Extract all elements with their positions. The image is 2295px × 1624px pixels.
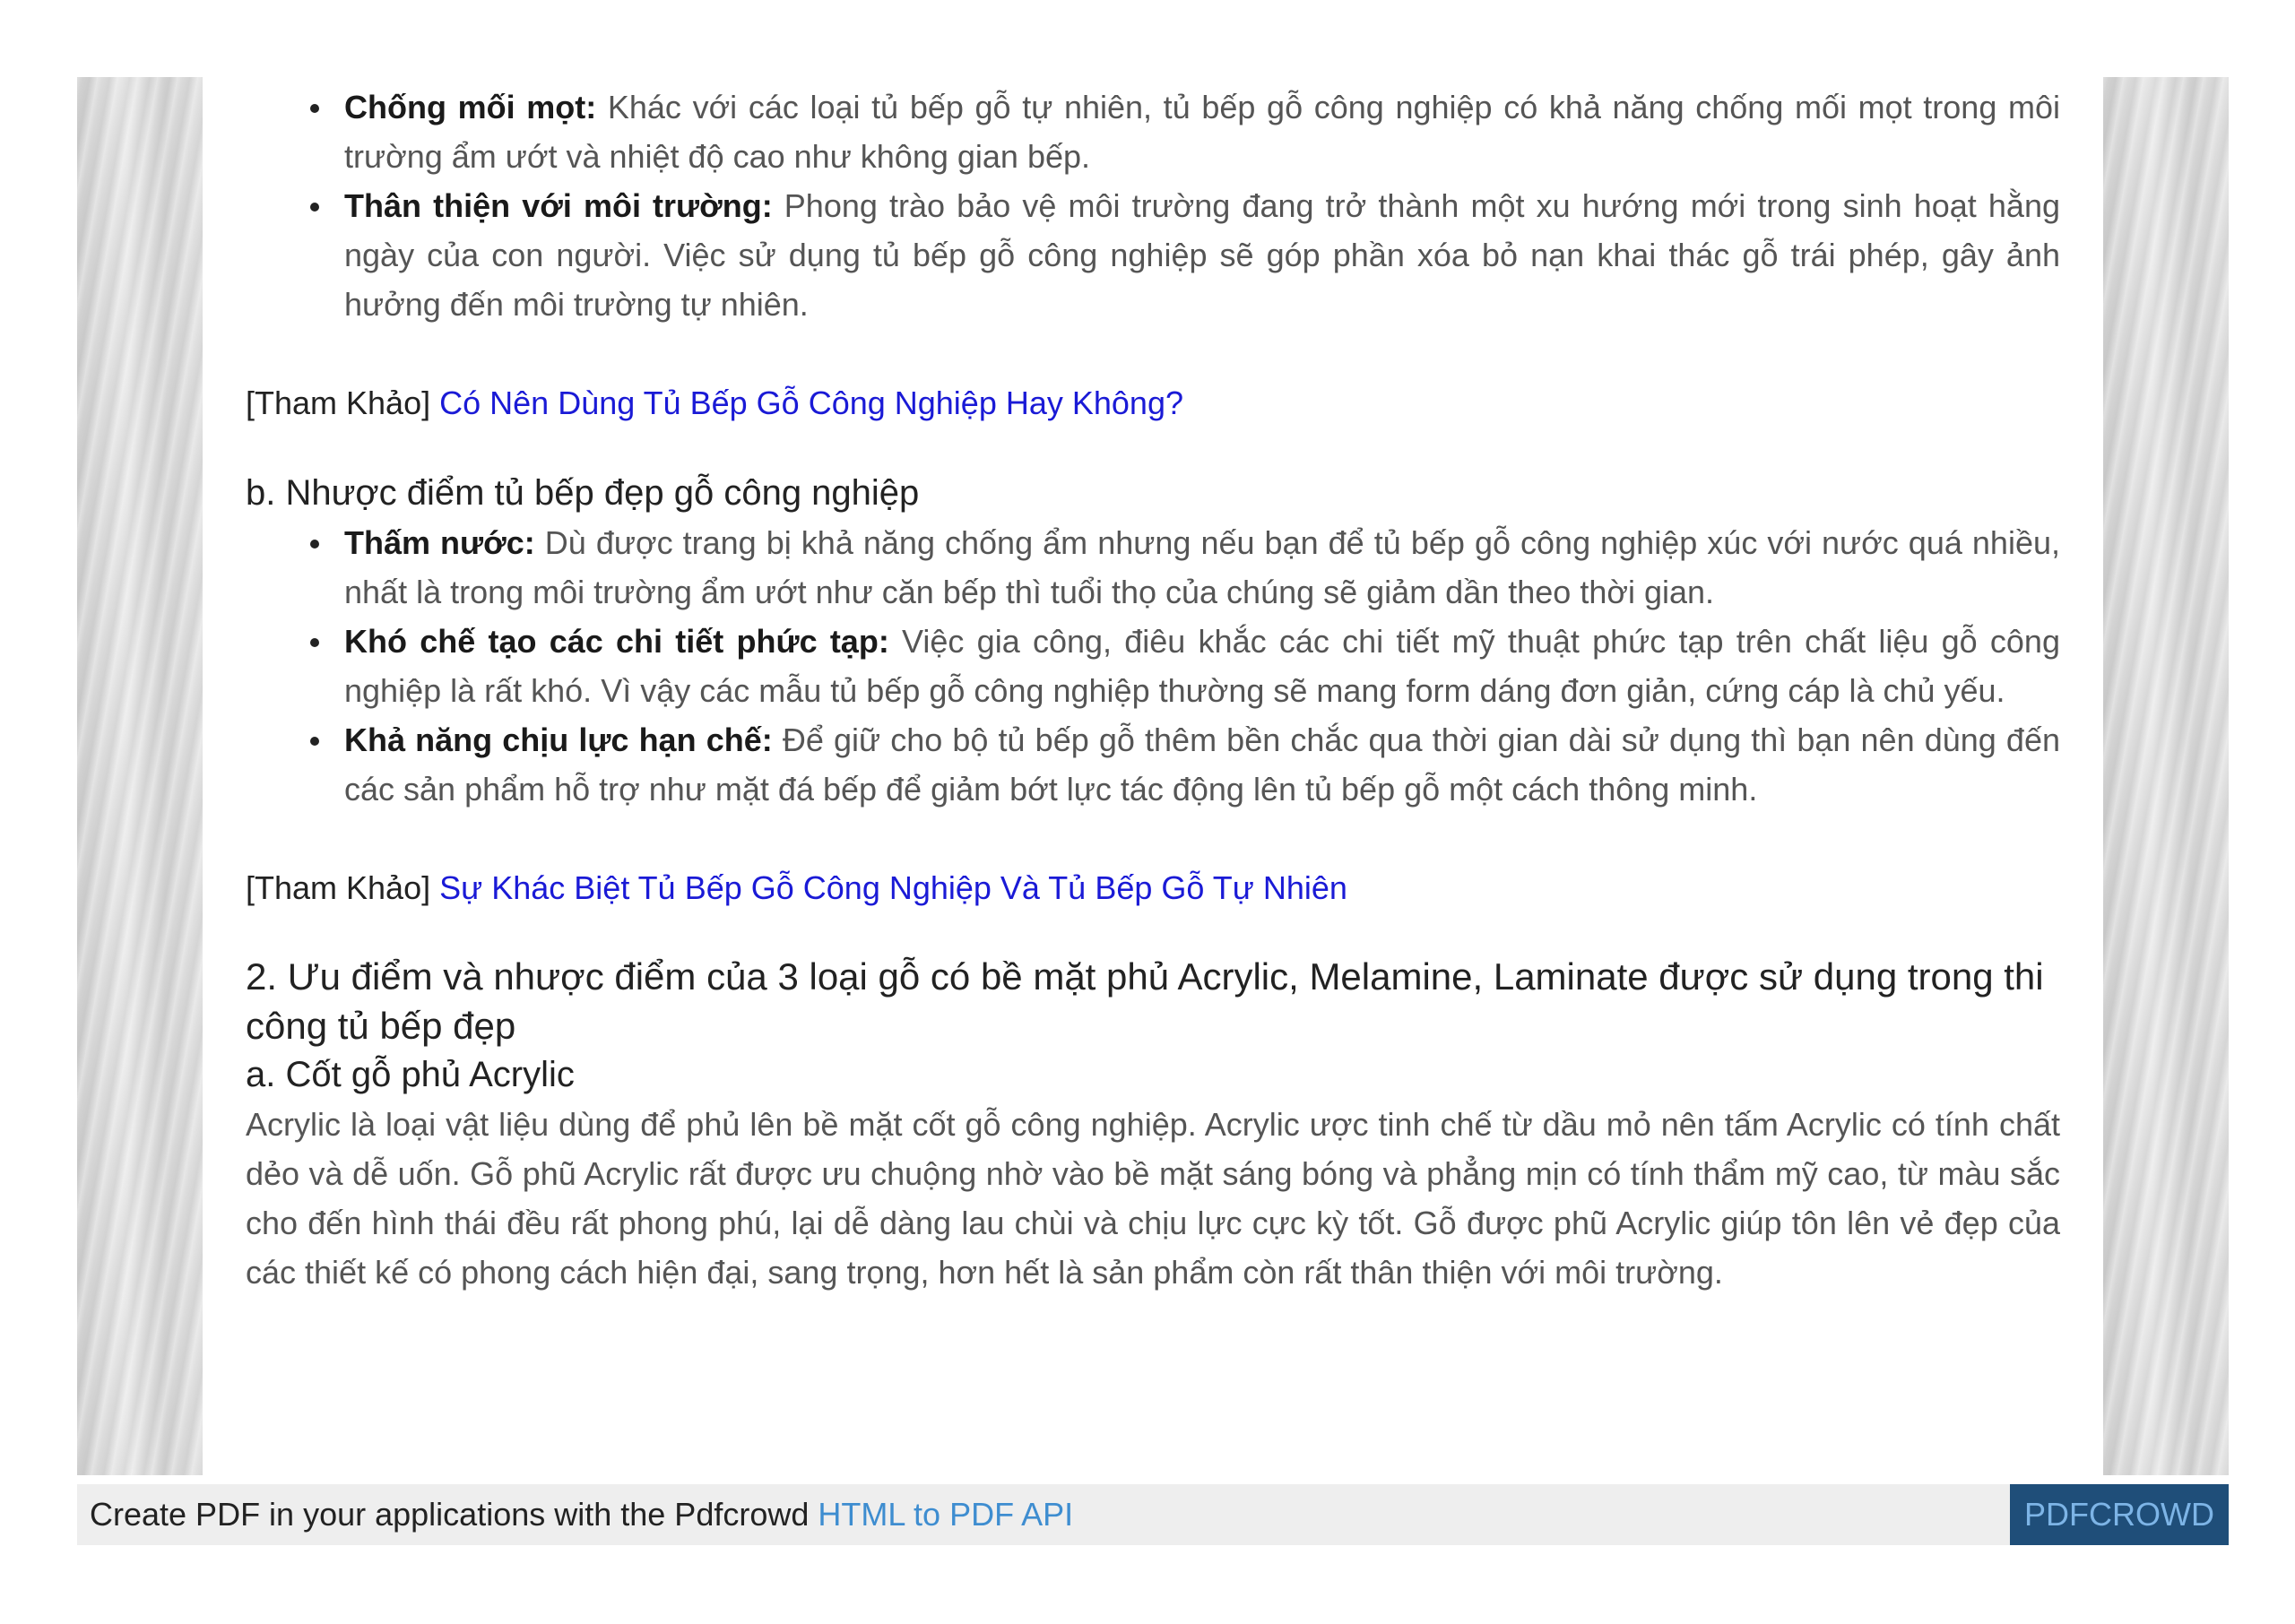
list-item (344, 617, 2060, 715)
bullet-lead: Chống mối mọt: (344, 89, 597, 125)
bullet-lead: Khó chế tạo các chi tiết phức tạp: (344, 623, 889, 660)
section-heading: b. Nhược điểm tủ bếp đẹp gỗ công nghiệp (246, 473, 920, 513)
reference-prefix: [Tham Khảo] (246, 869, 431, 906)
bullet-lead: Khả năng chịu lực hạn chế: (344, 721, 773, 758)
bullet-lead: Thấm nước: (344, 524, 535, 561)
reference-line (246, 378, 2060, 428)
reference-prefix: [Tham Khảo] (246, 384, 431, 421)
list-item (344, 181, 2060, 329)
pdfcrowd-badge[interactable]: PDFCROWD (2010, 1484, 2229, 1545)
bullet-text: Dù được trang bị khả năng chống ẩm nhưng nếu bạn để tủ bếp gỗ công nghiệp xúc với nước quá nhiều, nhất là trong môi trường ẩm ướt như căn bếp thì tuổi thọ của chúng sẽ giảm dần theo thời gian. (344, 524, 2060, 610)
list-item (344, 715, 2060, 814)
acrylic-paragraph: Acrylic là loại vật liệu dùng để phủ lên bề mặt cốt gỗ công nghiệp. Acrylic ược tinh chế từ dầu mỏ nên tấm Acrylic có tính chất dẻo và dễ uốn. Gỗ phũ Acrylic rất được ưu chuộng nhờ vào bề mặt sáng bóng và phẳng mịn có tính thẩm mỹ cao, từ màu sắc cho đến hình thái đều rất phong phú, lại dễ dàng lau chùi và chịu lực cực kỳ tốt. Gỗ được phũ Acrylic giúp tôn lên vẻ đẹp của các thiết kế có phong cách hiện đại, sang trọng, hơn hết là sản phẩm còn rất thân thiện với môi trường. (246, 1106, 2060, 1291)
bullet-text: Việc gia công, điêu khắc các chi tiết mỹ thuật phức tạp trên chất liệu gỗ công nghiệp là rất khó. Vì vậy các mẫu tủ bếp gỗ công nghiệp thường sẽ mang form dáng đơn giản, cứng cáp là chủ yếu. (344, 623, 2060, 709)
content-area (203, 77, 2103, 1475)
reference-link[interactable]: Có Nên Dùng Tủ Bếp Gỗ Công Nghiệp Hay Không? (439, 384, 1183, 421)
footer-message: Create PDF in your applications with the Pdfcrowd (90, 1496, 818, 1533)
disadvantages-list (246, 518, 2060, 814)
document-page (77, 77, 2229, 1475)
decorative-border-left (77, 77, 203, 1475)
subsection-heading: a. Cốt gỗ phủ Acrylic (246, 1055, 575, 1094)
article-body (246, 77, 2060, 1297)
section-title: 2. Ưu điểm và nhược điểm của 3 loại gỗ có bề mặt phủ Acrylic, Melamine, Laminate được sử dụng trong thi công tủ bếp đẹp (246, 955, 2044, 1047)
advantages-list (246, 82, 2060, 329)
reference-link[interactable]: Sự Khác Biệt Tủ Bếp Gỗ Công Nghiệp Và Tủ Bếp Gỗ Tự Nhiên (439, 869, 1347, 906)
bullet-text: Để giữ cho bộ tủ bếp gỗ thêm bền chắc qua thời gian dài sử dụng thì bạn nên dùng đến các sản phẩm hỗ trợ như mặt đá bếp để giảm bớt lực tác động lên tủ bếp gỗ một cách thông minh. (344, 721, 2060, 808)
html-to-pdf-api-link[interactable]: HTML to PDF API (818, 1496, 1074, 1533)
bullet-lead: Thân thiện với môi trường: (344, 187, 773, 224)
pdf-footer-bar (77, 1484, 2229, 1545)
decorative-border-right (2103, 77, 2229, 1475)
footer-text (90, 1484, 1073, 1545)
list-item (344, 82, 2060, 181)
bullet-text: Khác với các loại tủ bếp gỗ tự nhiên, tủ bếp gỗ công nghiệp có khả năng chống mối mọt trong môi trường ẩm ướt và nhiệt độ cao như không gian bếp. (344, 89, 2061, 175)
list-item (344, 518, 2060, 617)
reference-line (246, 863, 2060, 912)
bullet-text: Phong trào bảo vệ môi trường đang trở thành một xu hướng mới trong sinh hoạt hằng ngày của con người. Việc sử dụng tủ bếp gỗ công nghiệp sẽ góp phần xóa bỏ nạn khai thác gỗ trái phép, gây ảnh hưởng đến môi trường tự nhiên. (344, 187, 2060, 323)
